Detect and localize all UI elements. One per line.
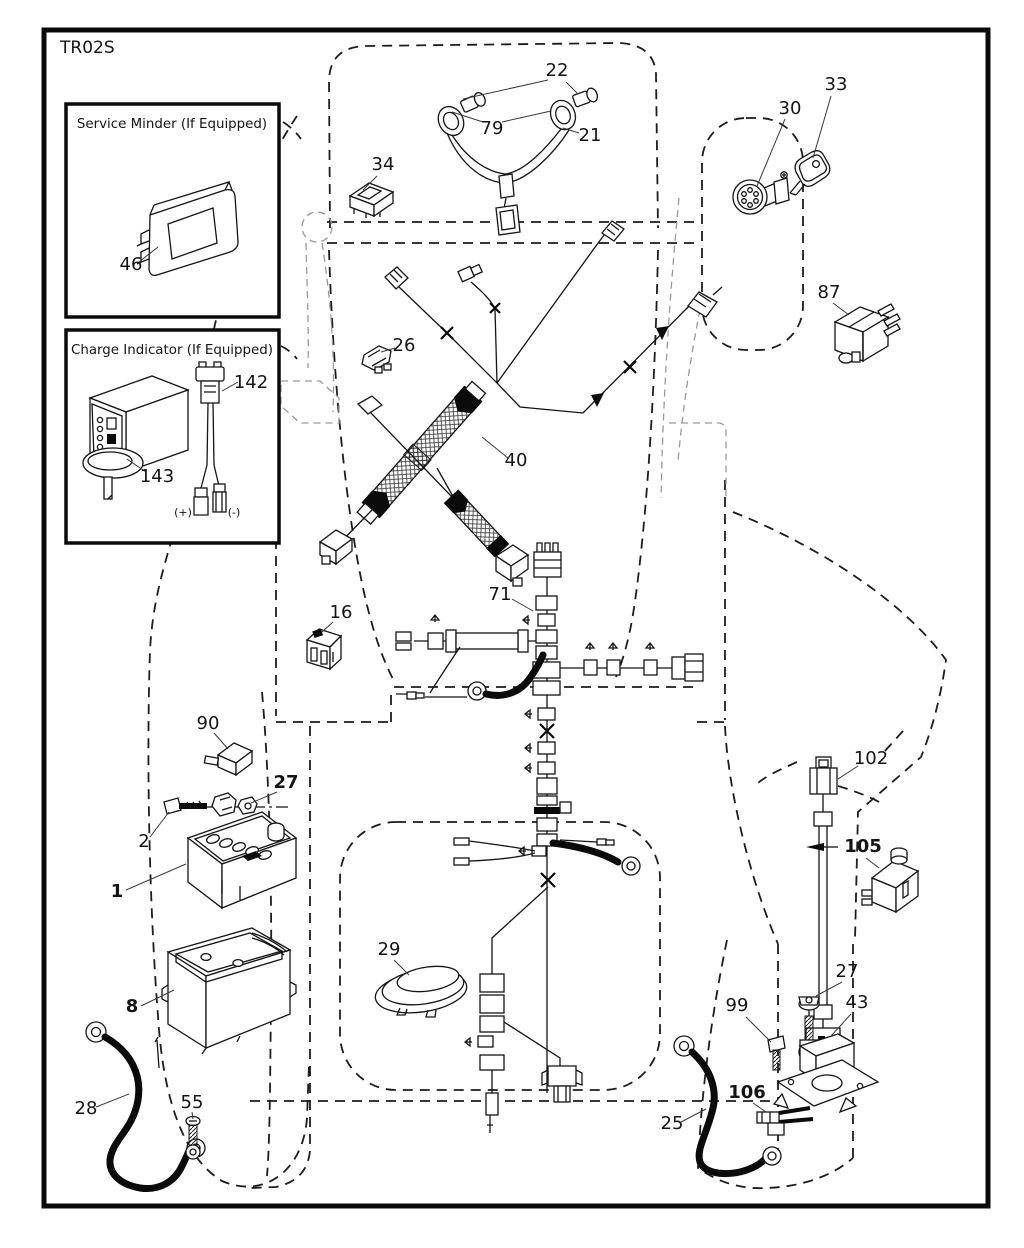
part-callout-29: 29	[377, 939, 401, 960]
harness-71-top-connector	[534, 543, 561, 577]
harness-wire	[452, 129, 561, 174]
part-callout-43: 43	[845, 992, 869, 1013]
service-minder-title: Service Minder (If Equipped)	[76, 117, 268, 132]
leader-71	[512, 599, 533, 611]
headlight-harness	[433, 80, 599, 235]
part-callout-28: 28	[74, 1098, 98, 1119]
harness-connector	[385, 267, 408, 289]
clip-26	[362, 346, 395, 373]
part-callout-21: 21	[578, 125, 602, 146]
part-callout-55: 55	[180, 1092, 204, 1113]
fuse-holder-branch	[396, 615, 536, 652]
part-callout-27: 27	[273, 772, 299, 793]
part-callout-87: 87	[817, 282, 841, 303]
part-callout-99: 99	[725, 995, 749, 1016]
part-callout-105: 105	[844, 836, 882, 857]
leader-27-left	[251, 792, 277, 803]
battery-cable-25	[674, 1036, 781, 1174]
leader-21	[563, 128, 579, 133]
leader-25	[681, 1109, 706, 1122]
leader-29	[394, 960, 409, 975]
leader-99	[746, 1017, 771, 1042]
part-callout-1: 1	[110, 881, 124, 902]
part-callout-30: 30	[778, 98, 802, 119]
part-callout-143: 143	[139, 466, 175, 487]
part-callout-102: 102	[853, 748, 889, 769]
braided-loom-branch	[444, 489, 509, 557]
screw-99	[746, 1017, 785, 1070]
part-callout-8: 8	[125, 996, 139, 1017]
leader-43	[831, 1014, 851, 1036]
harness-connector	[358, 396, 382, 414]
harness-71	[396, 543, 703, 1133]
leader-28	[96, 1094, 129, 1107]
part-callout-22: 22	[545, 60, 569, 81]
clip-106	[753, 1103, 813, 1135]
sensor-wire-102	[799, 757, 858, 1060]
leader-105	[866, 858, 879, 868]
negative-terminal-label: (-)	[227, 506, 241, 519]
screw-55	[186, 1112, 200, 1159]
charge-indicator-title: Charge Indicator (If Equipped)	[70, 343, 274, 358]
battery-box-8	[141, 928, 296, 1054]
part-callout-142: 142	[233, 372, 269, 393]
steering-column-outline	[302, 212, 332, 242]
lower-fuse-stack	[465, 974, 504, 1133]
part-callout-25: 25	[660, 1113, 684, 1134]
relay-87	[833, 303, 900, 363]
leader-1	[126, 864, 186, 890]
ground-ring-terminal	[396, 647, 543, 700]
horn-29	[373, 960, 470, 1018]
service-minder-inset	[66, 104, 279, 317]
part-callout-71: 71	[488, 584, 512, 605]
fuse-90	[204, 733, 252, 775]
headlight-bulb-right	[572, 87, 599, 108]
leader-27-right	[816, 982, 842, 996]
part-callout-46: 46	[119, 254, 143, 275]
module-105	[862, 848, 918, 912]
harness-connector-diamond	[602, 221, 624, 241]
leader-2	[150, 812, 169, 837]
part-callout-33: 33	[824, 74, 848, 95]
leader-16	[322, 622, 333, 632]
harness-connector	[458, 263, 483, 282]
dashboard-outline	[702, 118, 803, 350]
part-callout-16: 16	[329, 602, 353, 623]
switch-16	[307, 622, 341, 669]
part-callout-79: 79	[480, 118, 504, 139]
leader-106	[753, 1103, 766, 1112]
part-callout-40: 40	[504, 450, 528, 471]
positive-terminal-label: (+)	[174, 506, 192, 519]
leader-87	[833, 303, 849, 315]
part-callout-27: 27	[835, 961, 859, 982]
ignition-switch-30	[733, 119, 789, 214]
part-callout-26: 26	[392, 335, 416, 356]
leader-33	[813, 96, 831, 158]
part-callout-90: 90	[196, 713, 220, 734]
part-callout-2: 2	[138, 831, 150, 852]
switch-34	[350, 176, 393, 218]
charge-indicator-inset	[66, 330, 279, 543]
diagram-title: TR02S	[60, 38, 115, 58]
main-harness-40	[320, 221, 722, 586]
right-branch	[560, 643, 703, 681]
part-callout-34: 34	[371, 154, 395, 175]
leader-90	[214, 733, 228, 749]
part-callout-106: 106	[728, 1082, 766, 1103]
harness-connector	[499, 174, 514, 198]
